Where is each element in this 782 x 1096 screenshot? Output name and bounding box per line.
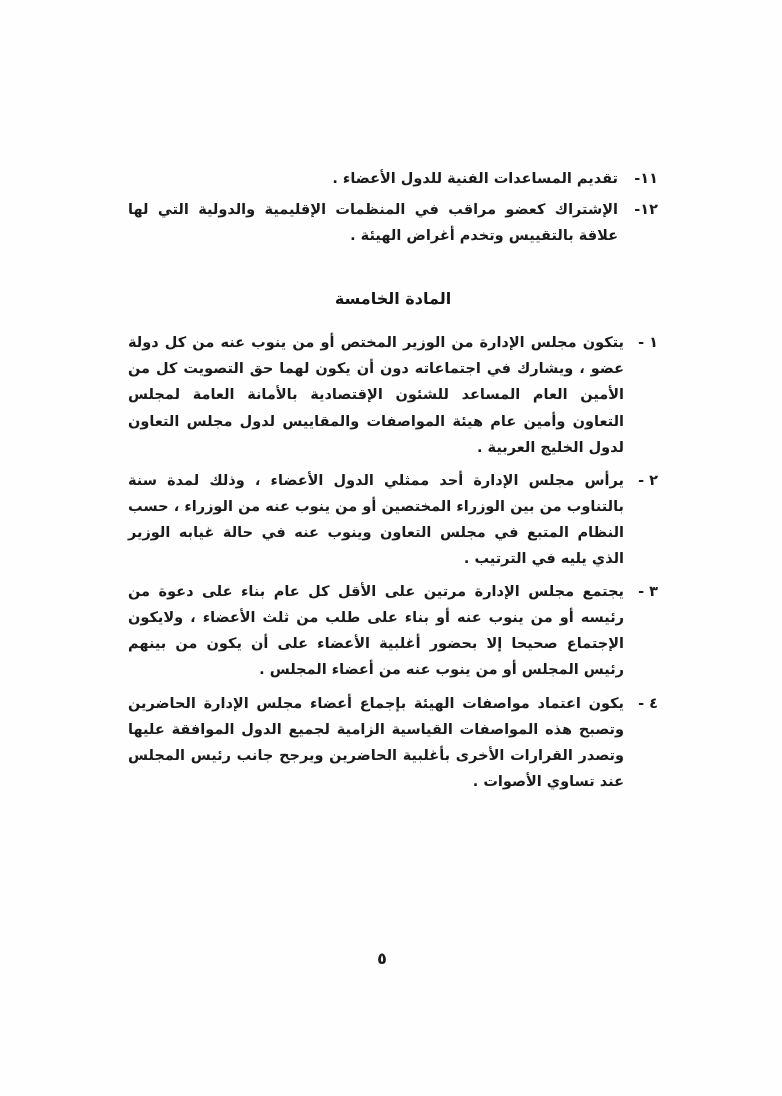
intro-items — [128, 166, 658, 249]
article-clauses — [128, 330, 658, 795]
item-text: الإشتراك كعضو مراقب في المنظمات الإقليمية والدولية التي لها علاقة بالتقييس وتخدم أغراض الهيئة . — [128, 202, 618, 245]
clause-number: ١ - — [638, 335, 658, 352]
clause-text: يرأس مجلس الإدارة أحد ممثلي الدول الأعضاء ، وذلك لمدة سنة بالتناوب من بين الوزراء المختصين أو من ينوب عنه من الوزراء ، حسب النظام المتبع في مجلس التعاون وينوب عنه في حالة غيابه الوزير الذي يليه في الترتيب . — [128, 472, 624, 568]
list-item — [128, 166, 658, 192]
item-number: ١١- — [634, 171, 658, 187]
clause-number: ٣ - — [638, 584, 658, 601]
item-number: ١٢- — [634, 202, 658, 219]
list-item — [128, 197, 658, 249]
clause-text: يتكون مجلس الإدارة من الوزير المختص أو من ينوب عنه من كل دولة عضو ، ويشارك في اجتماعاته دون أن يكون لهما حق التصويت كل من الأمين العام المساعد للشئون الإقتصادية بالأمانة العامة لمجلس التعاون وأمين عام هيئة المواصفات والمقاييس لدول مجلس التعاون لدول الخليج العربية . — [128, 335, 624, 456]
page-number: ٥ — [377, 949, 387, 968]
clause-item — [128, 579, 658, 683]
clause-number: ٤ - — [638, 695, 658, 712]
clause-item — [128, 691, 658, 795]
clause-text: يكون اعتماد مواصفات الهيئة بإجماع أعضاء مجلس الإدارة الحاضرين وتصبح هذه المواصفات القياسية الزامية لجميع الدول الموافقة عليها وتصدر القرارات الأخرى بأغلبية الحاضرين ويرجح جانب رئيس المجلس عند تساوي الأصوات . — [128, 695, 624, 790]
article-heading: المادة الخامسة — [334, 289, 452, 309]
clause-number: ٢ - — [638, 472, 658, 489]
clause-item — [128, 330, 658, 460]
clause-text: يجتمع مجلس الإدارة مرتين على الأقل كل عام بناء على دعوة من رئيسه أو من ينوب عنه أو بناء على طلب من ثلث الأعضاء ، ولايكون الإجتماع صحيحا إلا بحضور أغلبية الأعضاء على أن يكون من بينهم رئيس المجلس أو من ينوب عنه من أعضاء المجلس . — [128, 584, 624, 679]
clause-item — [128, 468, 658, 572]
item-text: تقديم المساعدات الفنية للدول الأعضاء . — [332, 171, 618, 187]
